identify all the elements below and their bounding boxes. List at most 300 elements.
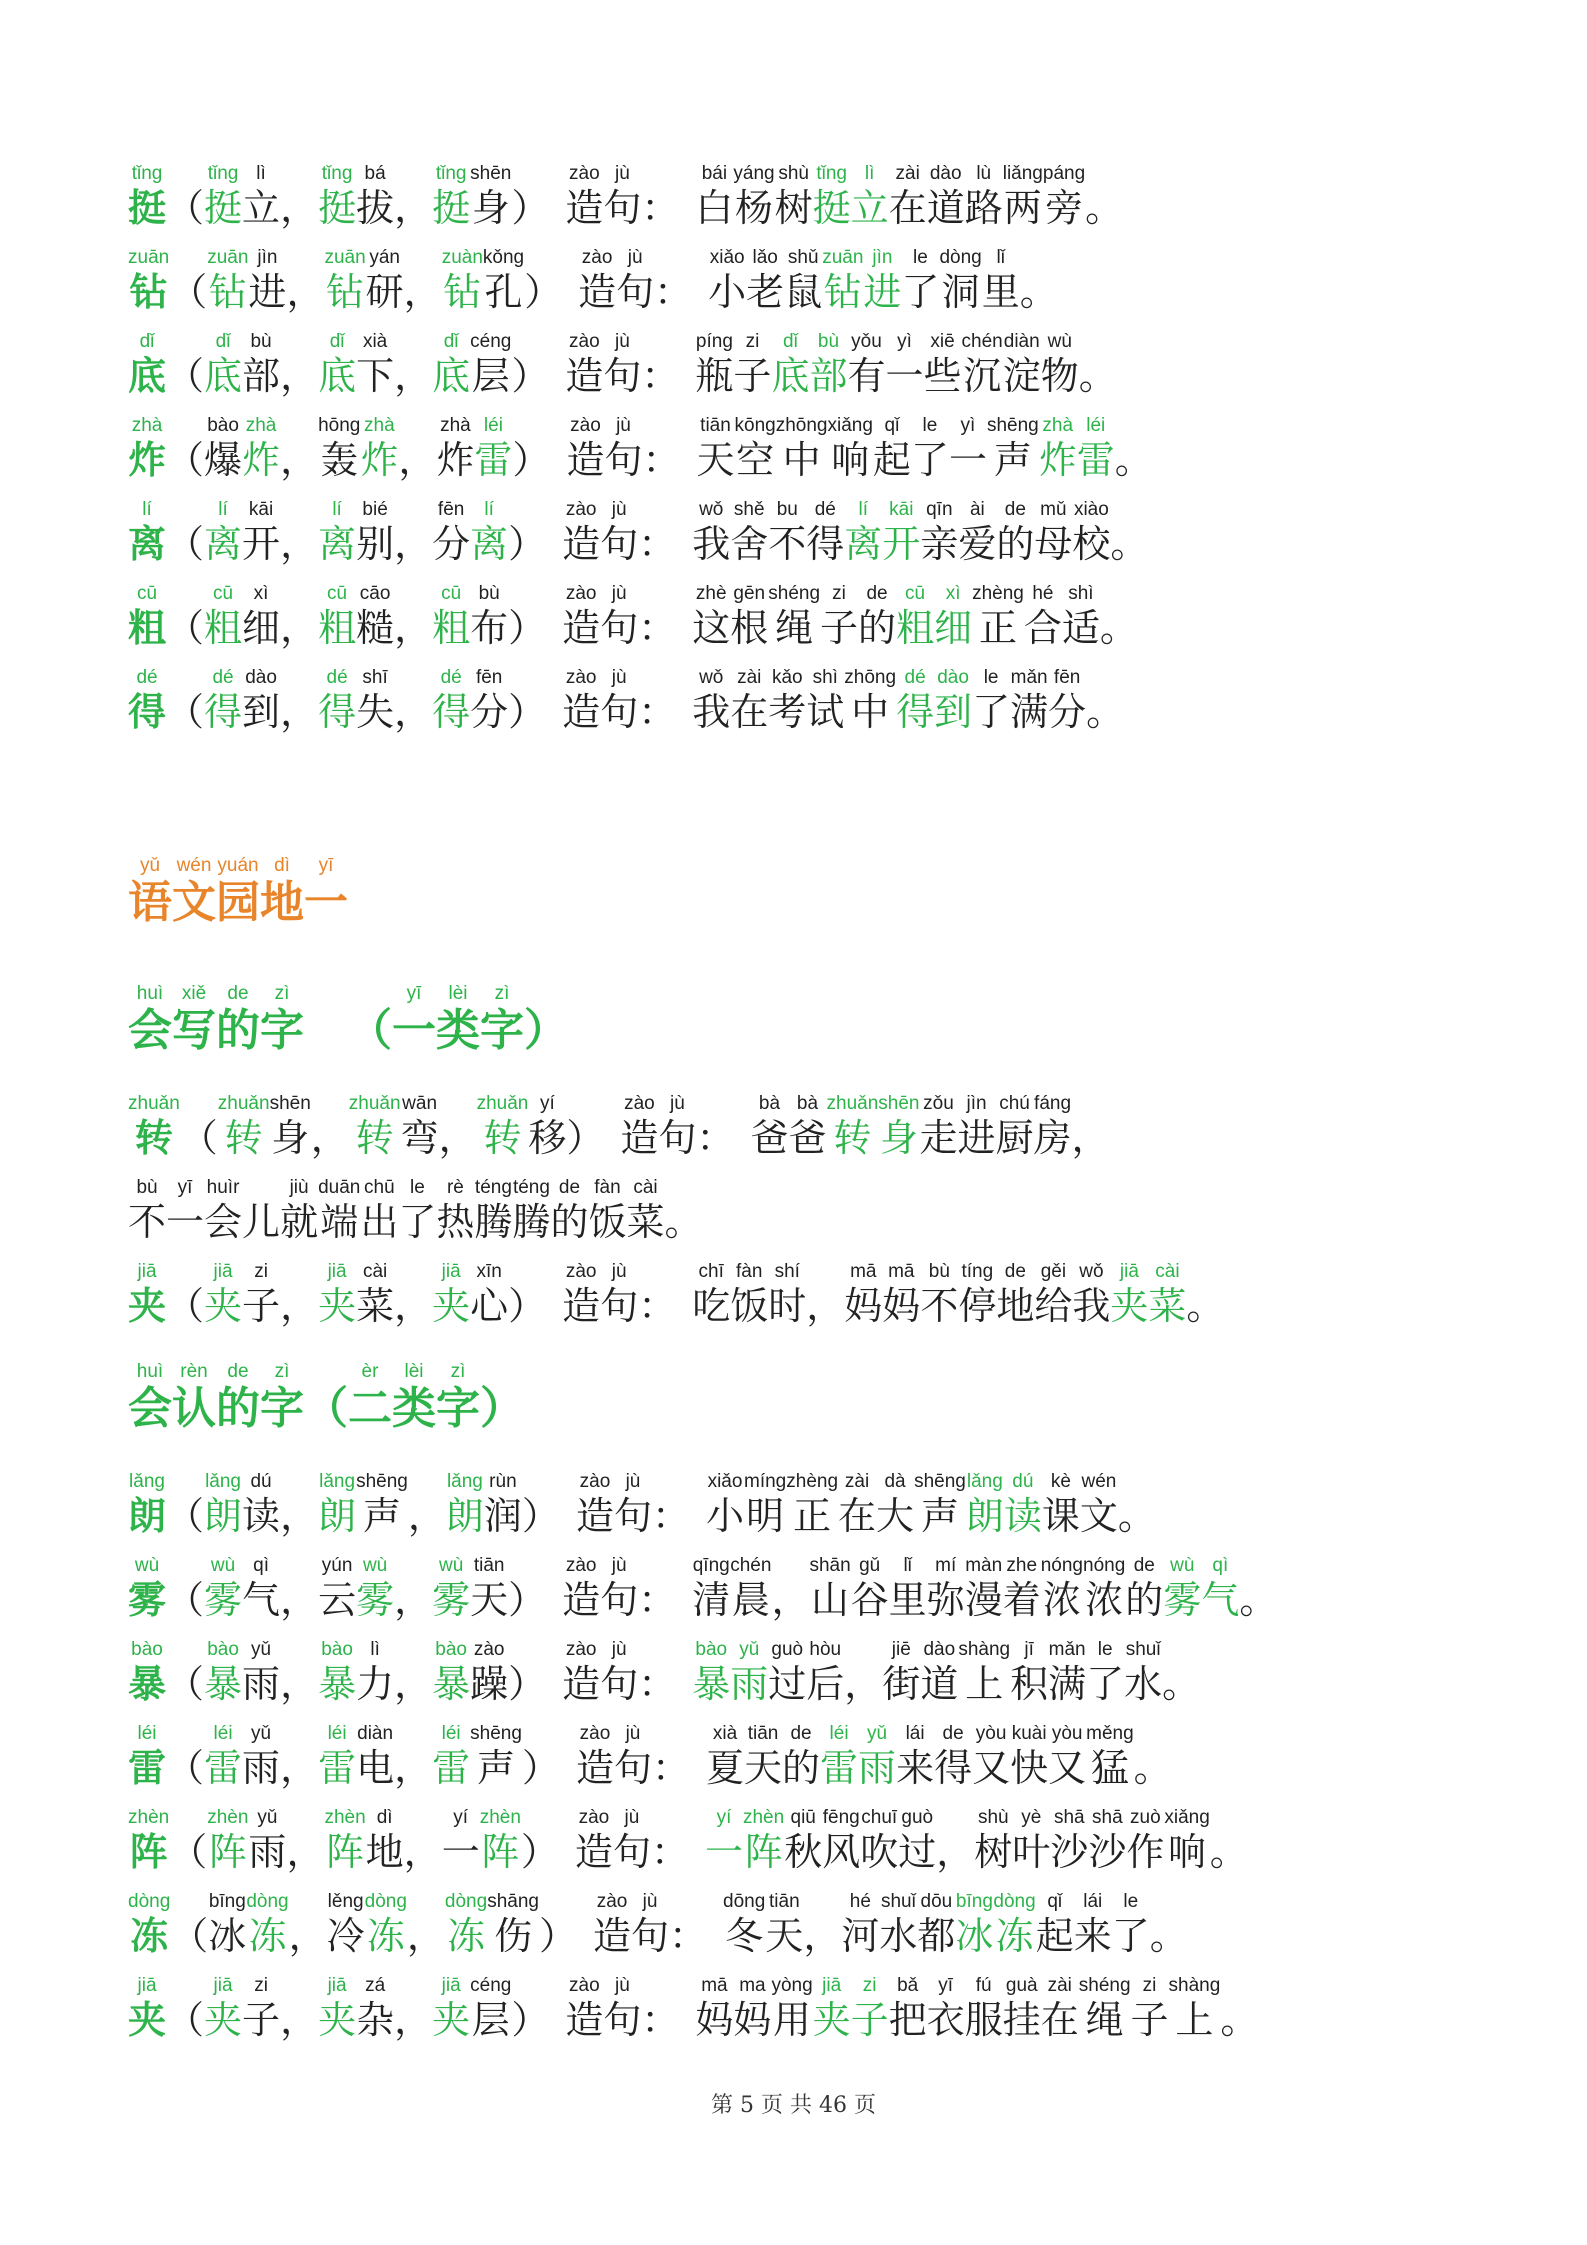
char-with-pinyin [172,1360,216,1434]
char-with-pinyin [705,1806,743,1874]
hanzi: 过 [898,1830,937,1874]
hanzi: 层 [471,1998,510,2042]
pinyin: wǒ [699,499,724,520]
pinyin: shēng [356,1471,408,1492]
hanzi: 分 [470,690,509,734]
char-with-pinyin [911,414,949,482]
char-with-pinyin [965,1974,1003,2042]
pinyin: jiù [289,1177,309,1198]
char-with-pinyin [806,666,844,734]
char-with-pinyin [735,414,776,482]
hanzi: ： [669,1914,708,1958]
hanzi: 热 [436,1200,475,1244]
pinyin: zhèng [972,583,1024,604]
pinyin: cū [441,583,462,604]
hanzi: 沙 [1088,1830,1127,1874]
char-with-pinyin [286,246,324,314]
pinyin: zhōng [775,415,828,436]
char-with-pinyin [166,1722,204,1790]
pinyin: shān [809,1555,851,1576]
hanzi: 写 [172,1005,216,1056]
hanzi: ： [641,186,680,230]
hanzi: 造 [562,1662,601,1706]
char-with-pinyin [204,1554,242,1622]
text-line [128,1260,1224,1330]
pinyin: jìn [257,247,278,268]
pinyin: lí [332,499,342,520]
pinyin: yǔ [739,1639,760,1660]
char-with-pinyin [1048,1638,1086,1706]
char-with-pinyin [743,1806,784,1874]
char-with-pinyin [128,582,166,650]
char-with-pinyin [786,1470,838,1538]
hanzi: 考 [768,690,807,734]
pinyin: chén [961,331,1003,352]
hanzi: 河 [841,1914,880,1958]
char-with-pinyin [996,498,1034,566]
pinyin: xiǎng [1164,1807,1210,1828]
pinyin: xià [362,331,388,352]
pinyin: kuài [1011,1723,1047,1744]
char-with-pinyin [847,330,885,398]
char-with-pinyin [965,162,1003,230]
char-with-pinyin [1083,1554,1125,1622]
char-with-pinyin [927,1554,965,1622]
char-with-pinyin [508,498,546,566]
pinyin: wén [1081,1471,1117,1492]
char-with-pinyin [939,246,981,314]
pinyin: le [922,415,938,436]
char-with-pinyin [641,330,679,398]
pinyin: yè [1021,1807,1042,1828]
pinyin: cài [633,1177,658,1198]
hanzi: 冻 [130,1913,169,1958]
char-with-pinyin [318,498,356,566]
hanzi: 。 [1099,606,1138,650]
hanzi: 雨 [242,1746,281,1790]
hanzi: ） [521,1494,560,1538]
char-with-pinyin [304,1360,348,1434]
char-with-pinyin [771,330,809,398]
hanzi: 了 [910,438,949,482]
pinyin: mā [888,1261,915,1282]
hanzi: 沙 [1050,1830,1089,1874]
char-with-pinyin [511,162,549,230]
hanzi: 正 [978,606,1017,650]
pinyin: yì [897,331,912,352]
char-with-pinyin [172,982,216,1056]
char-with-pinyin [508,1260,546,1328]
char-with-pinyin [348,1360,392,1434]
hanzi: 炸 [128,437,167,482]
char-with-pinyin [813,162,851,230]
char-with-pinyin [844,1638,882,1706]
hanzi: 。 [1114,438,1153,482]
hanzi: 明 [746,1494,785,1538]
hanzi: ， [394,1578,433,1622]
char-with-pinyin [1042,1470,1080,1538]
hanzi: 句 [616,270,655,314]
hanzi: 雨 [248,1830,287,1874]
hanzi: 句 [600,522,639,566]
char-with-pinyin [806,1638,844,1706]
char-with-pinyin [128,1890,170,1958]
char-with-pinyin [477,1092,529,1160]
pinyin: fēn [437,499,465,520]
hanzi: （ [179,1116,218,1160]
char-with-pinyin [280,1722,318,1790]
hanzi: （ [166,1746,205,1790]
hanzi: 到 [242,690,281,734]
hanzi: 移 [528,1116,567,1160]
char-with-pinyin [508,666,546,734]
char-with-pinyin [432,1260,470,1328]
hanzi: 阵 [481,1830,520,1874]
hanzi: 杂 [356,1998,395,2042]
hanzi: 雷 [204,1746,243,1790]
pinyin: kāi [248,499,274,520]
char-with-pinyin [166,1176,204,1244]
hanzi: 冰 [955,1914,994,1958]
char-with-pinyin [242,1974,280,2042]
hanzi: 。 [1133,1746,1172,1790]
pinyin: zuò [1130,1807,1161,1828]
pinyin: zì [274,983,290,1004]
pinyin: lǎng [319,1471,356,1492]
hanzi: 用 [773,1998,812,2042]
hanzi: 拔 [356,186,395,230]
pinyin: dōu [920,1891,953,1912]
pinyin: cài [1155,1261,1180,1282]
hanzi: 停 [958,1284,997,1328]
char-with-pinyin [614,1722,652,1790]
char-with-pinyin [896,582,934,650]
char-with-pinyin [692,498,730,566]
pinyin: wù [438,1555,464,1576]
hanzi: ， [403,1830,442,1874]
pinyin: de [942,1723,964,1744]
pinyin: de [227,983,249,1004]
pinyin: bào [435,1639,467,1660]
hanzi: 分 [432,522,471,566]
pinyin: jiā [822,1975,842,1996]
char-with-pinyin [733,330,771,398]
char-with-pinyin [638,1638,676,1706]
char-with-pinyin [1125,1554,1163,1622]
pinyin: de [227,1361,249,1382]
pinyin: bù [250,331,272,352]
hanzi: 造 [575,1746,614,1790]
text-line [128,1722,1172,1792]
hanzi: 粗 [432,606,471,650]
char-with-pinyin [730,498,768,566]
pinyin: guà [1005,1975,1038,1996]
char-with-pinyin [242,1554,280,1622]
hanzi: 一 [948,438,987,482]
hanzi: ， [1071,1116,1110,1160]
pinyin: zi [254,1261,268,1282]
pinyin: téng [474,1177,512,1198]
pinyin: shēng [470,1723,522,1744]
hanzi: ： [641,354,680,398]
hanzi: 造 [575,1494,614,1538]
pinyin: lèi [448,983,468,1004]
char-with-pinyin [207,1806,248,1874]
pinyin: léi [1086,415,1106,436]
pinyin: zá [365,1975,386,1996]
hanzi: 挺 [204,186,243,230]
hanzi: 大 [876,1494,915,1538]
char-with-pinyin [404,1806,442,1874]
hanzi: 身 [271,1116,310,1160]
char-with-pinyin [169,1806,207,1874]
hanzi: 声 [362,1494,401,1538]
hanzi: 谷 [850,1578,889,1622]
char-with-pinyin [528,1092,566,1160]
hanzi: 厨 [995,1116,1034,1160]
hanzi: ： [651,1494,690,1538]
char-with-pinyin [242,1722,280,1790]
pinyin: mí [935,1555,957,1576]
pinyin: qǐ [884,415,900,436]
char-with-pinyin [169,246,207,314]
pinyin: zhèn [324,1807,366,1828]
pinyin: de [1133,1555,1155,1576]
char-with-pinyin [474,1176,512,1244]
char-with-pinyin [858,582,896,650]
hanzi: ， [394,186,433,230]
hanzi: 夹 [318,1998,357,2042]
hanzi: 造 [565,354,604,398]
hanzi: 一 [441,1830,480,1874]
hanzi: ， [280,1746,319,1790]
char-with-pinyin [432,582,470,650]
hanzi: 爸 [750,1116,789,1160]
char-with-pinyin [280,414,318,482]
hanzi: 雷 [1076,438,1115,482]
pinyin: zhèng [786,1471,839,1492]
char-with-pinyin [128,1470,166,1538]
char-with-pinyin [216,982,260,1056]
char-with-pinyin [166,498,204,566]
char-with-pinyin [246,1890,288,1958]
hanzi: 地 [260,877,304,928]
char-with-pinyin [408,1470,446,1538]
char-with-pinyin [436,1360,480,1434]
hanzi: 下 [356,354,395,398]
hanzi: 正 [793,1494,832,1538]
char-with-pinyin [128,1092,180,1160]
char-with-pinyin [436,414,474,482]
char-with-pinyin [765,1890,803,1958]
hanzi: 雾 [1163,1578,1202,1622]
char-with-pinyin [394,582,432,650]
hanzi: 分 [1048,690,1087,734]
char-with-pinyin [1072,1092,1110,1160]
hanzi: 沉 [963,354,1002,398]
char-with-pinyin [958,1638,1010,1706]
hanzi: 立 [242,186,281,230]
hanzi: 猛 [1090,1746,1129,1790]
pinyin: cū [905,583,926,604]
hanzi: ， [771,1578,810,1622]
pinyin: léi [829,1723,849,1744]
char-with-pinyin [889,1974,927,2042]
hanzi: 造 [562,1578,601,1622]
char-with-pinyin [1086,666,1124,734]
hanzi: 妈 [882,1284,921,1328]
hanzi: 孔 [484,270,523,314]
pinyin: dǐ [783,331,798,352]
hanzi: 不 [920,1284,959,1328]
hanzi: 炸 [436,438,475,482]
char-with-pinyin [658,1092,696,1160]
hanzi: ， [280,354,319,398]
pinyin: dào [929,163,962,184]
hanzi: 冻 [447,1914,486,1958]
hanzi: 转 [224,1116,263,1160]
char-with-pinyin [588,1176,626,1244]
text-line [128,1092,1110,1162]
hanzi: ： [696,1116,735,1160]
char-with-pinyin [242,414,280,482]
hanzi: 文 [172,877,216,928]
char-with-pinyin [470,498,508,566]
char-with-pinyin [356,162,394,230]
char-with-pinyin [858,1722,896,1790]
char-with-pinyin [204,1260,242,1328]
char-with-pinyin [1020,246,1058,314]
pinyin: xì [253,583,269,604]
pinyin: wù [1047,331,1072,352]
hanzi: ， [280,438,319,482]
char-with-pinyin [348,982,392,1056]
hanzi: 雨 [858,1746,897,1790]
hanzi: 夏 [705,1746,744,1790]
hanzi: ， [286,1830,325,1874]
char-with-pinyin [730,666,768,734]
pinyin: zhèn [742,1807,785,1828]
hanzi: 暴 [204,1662,243,1706]
pinyin: jù [642,1891,658,1912]
hanzi: 会 [128,1383,172,1434]
hanzi: ） [508,1662,547,1706]
pinyin: tǐng [207,163,239,184]
char-with-pinyin [432,498,470,566]
pinyin: fēn [475,667,503,688]
pinyin: tiān [700,415,731,436]
char-with-pinyin [730,1638,768,1706]
text-line [128,414,1153,484]
char-with-pinyin [356,1974,394,2042]
char-with-pinyin [407,1890,445,1958]
char-with-pinyin [1003,1974,1041,2042]
hanzi: 得 [934,1746,973,1790]
char-with-pinyin [966,1470,1004,1538]
pinyin: bǎ [897,1975,919,1996]
hanzi: 挂 [1002,1998,1041,2042]
pinyin: jù [611,667,627,688]
pinyin: lí [142,499,152,520]
hanzi: 把 [888,1998,927,2042]
pinyin: jù [611,583,627,604]
hanzi: 一 [392,1005,436,1056]
pinyin: zhè [695,583,727,604]
hanzi: 。 [1186,1284,1225,1328]
hanzi: 两 [1003,186,1042,230]
hanzi: 造 [562,606,601,650]
char-with-pinyin [432,1638,470,1706]
char-with-pinyin [522,1722,560,1790]
hanzi: 儿 [242,1200,281,1244]
char-with-pinyin [1162,1638,1200,1706]
char-with-pinyin [1100,582,1138,650]
hanzi: 挺 [432,186,471,230]
pinyin: zào [569,163,600,184]
pinyin: gěi [1040,1261,1067,1282]
hanzi: 立 [850,186,889,230]
pinyin: zào [579,1723,611,1744]
char-with-pinyin [1041,1974,1079,2042]
hanzi: ， [280,522,319,566]
pinyin: jìn [966,1093,987,1114]
pinyin: tiān [747,1723,779,1744]
pinyin: chī [698,1261,724,1282]
pinyin: jù [624,1807,640,1828]
hanzi: 我 [1072,1284,1111,1328]
char-with-pinyin [1086,1638,1124,1706]
char-with-pinyin [927,1974,965,2042]
pinyin: hé [849,1891,871,1912]
char-with-pinyin [600,498,638,566]
pinyin: tǐng [816,163,847,184]
hanzi: （ [348,1005,392,1056]
pinyin: zhōng [844,667,897,688]
char-with-pinyin [204,1974,242,2042]
char-with-pinyin [638,498,676,566]
hanzi: 文 [1079,1494,1118,1538]
pinyin: zhèn [479,1807,521,1828]
hanzi: 课 [1041,1494,1080,1538]
pinyin: zhuǎn [476,1093,529,1114]
hanzi: 造 [566,438,605,482]
char-with-pinyin [128,1554,166,1622]
hanzi: 离 [318,522,357,566]
char-with-pinyin [480,1360,524,1434]
hanzi: （ [166,1662,205,1706]
pinyin: jù [614,1975,630,1996]
pinyin: zào [565,1555,597,1576]
char-with-pinyin [1003,162,1043,230]
hanzi: 的 [858,606,897,650]
pinyin: zuān [324,247,366,268]
pinyin: zào [570,415,601,436]
pinyin: bīng [955,1891,993,1912]
char-with-pinyin [603,330,641,398]
hanzi: 朗 [318,1494,357,1538]
pinyin: lí [858,499,869,520]
hanzi: 钻 [443,270,482,314]
page-footer: 第 5 页 共 46 页 [711,2093,876,2118]
hanzi: 炸 [1038,438,1077,482]
pinyin: jù [627,247,643,268]
pinyin: de [558,1177,581,1198]
pinyin: dǐ [215,331,231,352]
char-with-pinyin [1077,414,1115,482]
hanzi: ） [508,1284,547,1328]
char-with-pinyin [652,1722,690,1790]
text-line [128,1974,1258,2044]
